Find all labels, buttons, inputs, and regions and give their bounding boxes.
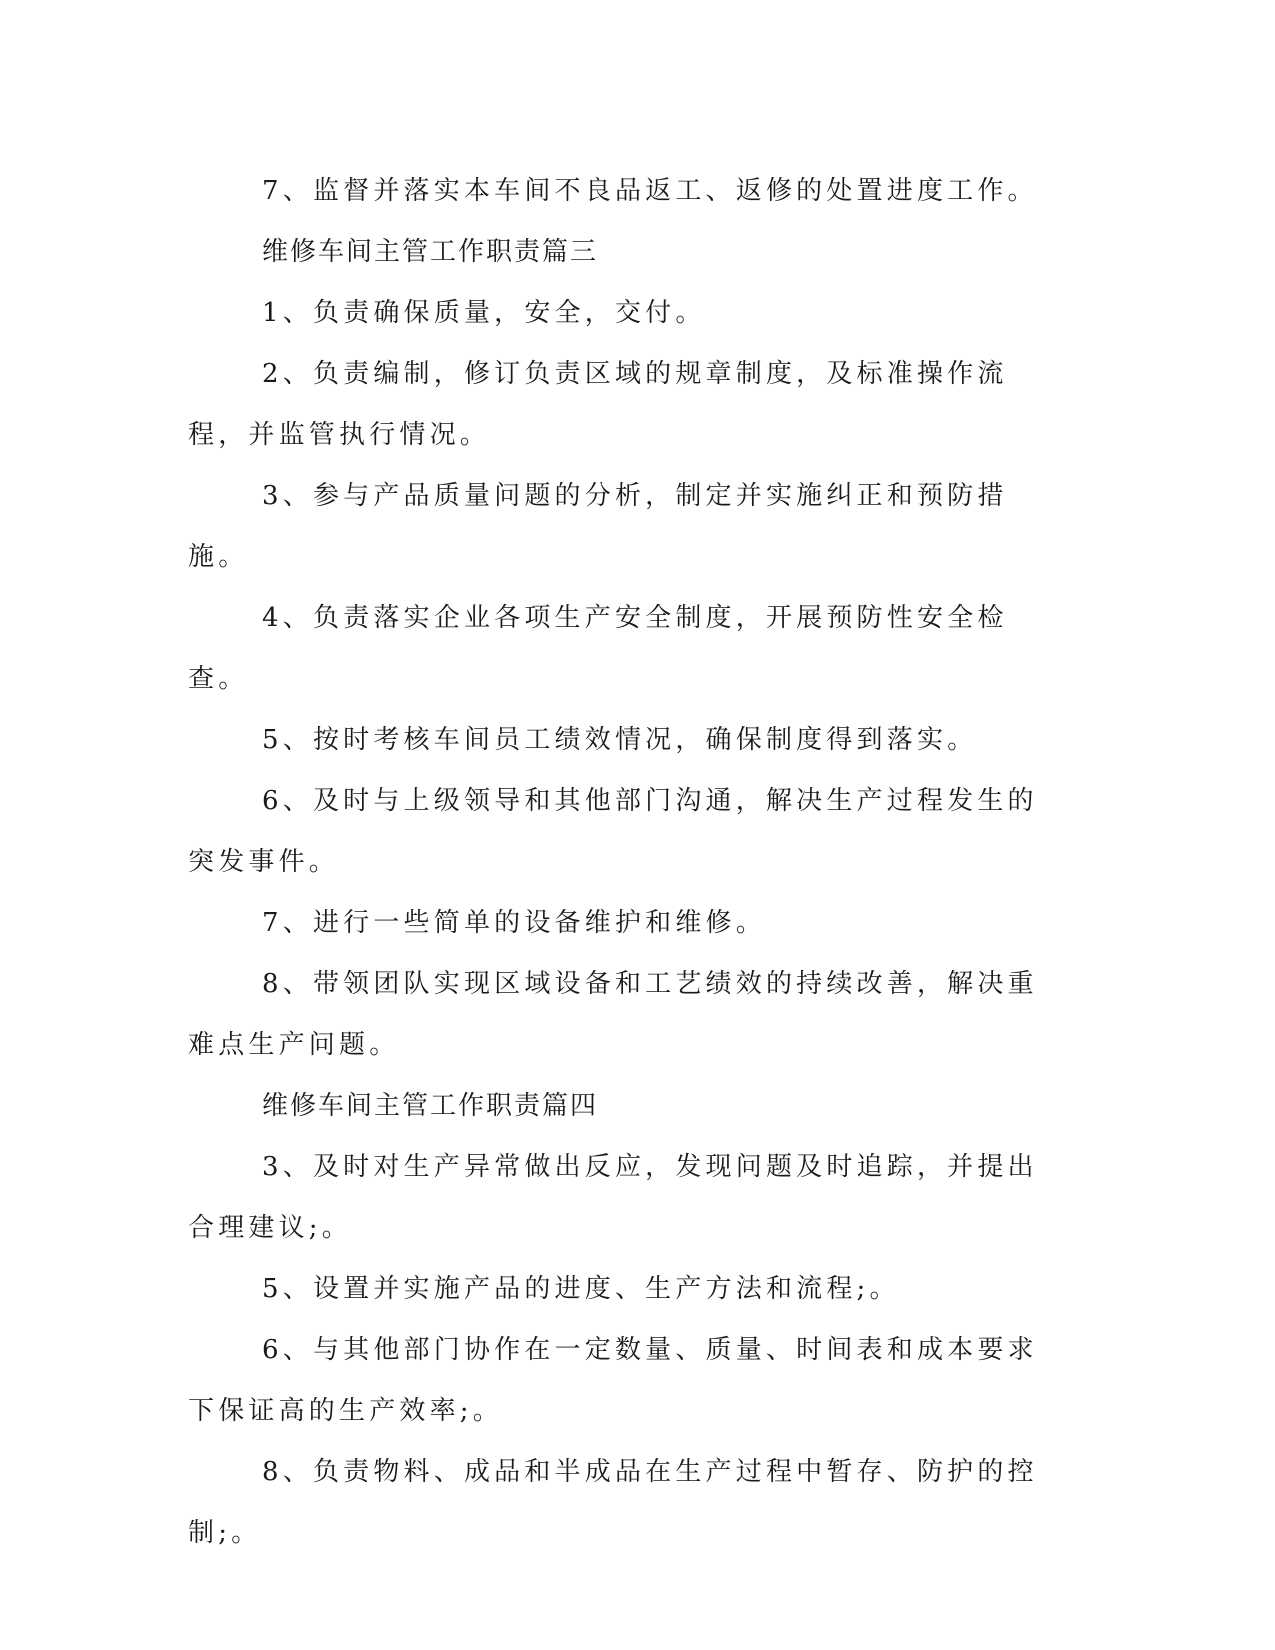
paragraph-item-1-quality: 1、负责确保质量，安全，交付。 [262, 298, 706, 328]
paragraph-item-8-materials: 8、负责物料、成品和半成品在生产过程中暂存、防护的控制;。 [188, 1457, 1038, 1548]
paragraph-item-7-maintenance: 7、进行一些简单的设备维护和维修。 [262, 908, 766, 938]
document-body [188, 161, 1050, 1564]
paragraph-item-6-communication: 6、及时与上级领导和其他部门沟通，解决生产过程发生的突发事件。 [188, 786, 1038, 877]
paragraph-item-3-analysis: 3、参与产品质量问题的分析，制定并实施纠正和预防措施。 [188, 481, 1008, 572]
paragraph-item-2-regulations: 2、负责编制，修订负责区域的规章制度，及标准操作流程，并监管执行情况。 [188, 359, 1008, 450]
paragraph-item-6-efficiency: 6、与其他部门协作在一定数量、质量、时间表和成本要求下保证高的生产效率;。 [188, 1335, 1038, 1426]
paragraph-item-7-rework: 7、监督并落实本车间不良品返工、返修的处置进度工作。 [262, 176, 1038, 206]
section-heading-part-3: 维修车间主管工作职责篇三 [262, 237, 599, 267]
section-heading-part-4: 维修车间主管工作职责篇四 [262, 1091, 599, 1121]
paragraph-item-3-response: 3、及时对生产异常做出反应，发现问题及时追踪，并提出合理建议;。 [188, 1152, 1038, 1243]
paragraph-item-8-improvement: 8、带领团队实现区域设备和工艺绩效的持续改善，解决重难点生产问题。 [188, 969, 1038, 1060]
paragraph-item-5-schedule: 5、设置并实施产品的进度、生产方法和流程;。 [262, 1274, 900, 1304]
paragraph-item-5-performance: 5、按时考核车间员工绩效情况，确保制度得到落实。 [262, 725, 978, 755]
paragraph-item-4-safety: 4、负责落实企业各项生产安全制度，开展预防性安全检查。 [188, 603, 1008, 694]
